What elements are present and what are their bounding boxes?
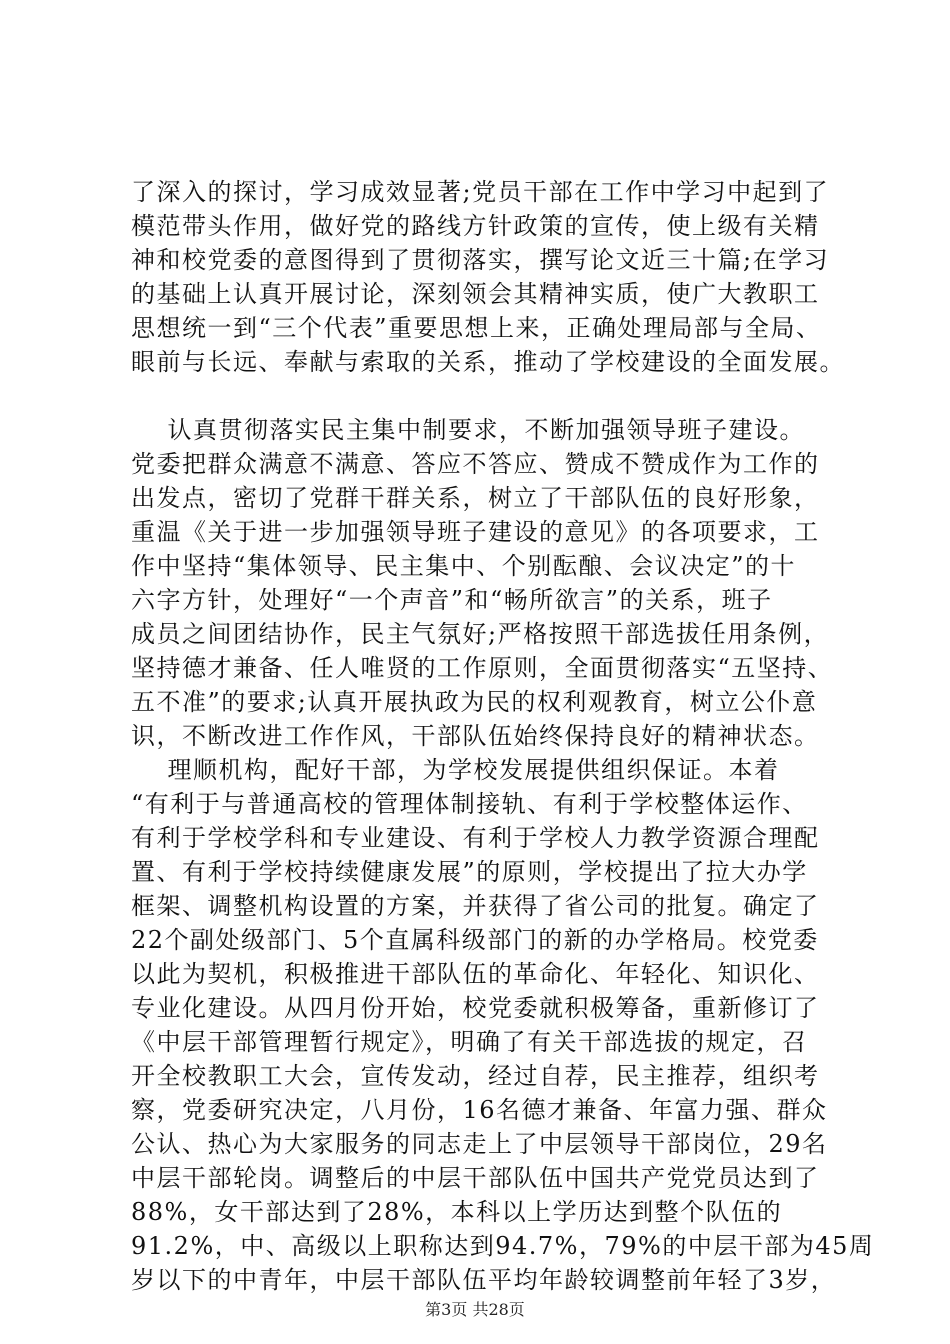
text-line: “有利于与普通高校的管理体制接轨、有利于学校整体运作、 (131, 790, 808, 818)
text-line: 中层干部轮岗。调整后的中层干部队伍中国共产党党员达到了 (131, 1164, 820, 1192)
text-line: 专业化建设。从四月份开始，校党委就积极筹备，重新修订了 (131, 994, 820, 1022)
text-line: 88%，女干部达到了28%，本科以上学历达到整个队伍的 (131, 1198, 783, 1226)
text-line: 有利于学校学科和专业建设、有利于学校人力教学资源合理配 (131, 824, 820, 852)
paragraph-first-line: 认真贯彻落实民主集中制要求，不断加强领导班子建设。 (131, 416, 806, 444)
page-footer: 第3页 共28页 (425, 1300, 525, 1319)
text-line: 成员之间团结协作，民主气氛好;严格按照干部选拔任用条例， (131, 620, 830, 648)
text-line: 91.2%，中、高级以上职称达到94.7%，79%的中层干部为45周 (131, 1232, 875, 1260)
text-line: 识，不断改进工作作风，干部队伍始终保持良好的精神状态。 (131, 722, 820, 750)
text-line: 开全校教职工大会，宣传发动，经过自荐，民主推荐，组织考 (131, 1062, 820, 1090)
text-line: 眼前与长远、奉献与索取的关系，推动了学校建设的全面发展。 (131, 348, 845, 376)
text-line: 模范带头作用，做好党的路线方针政策的宣传，使上级有关精 (131, 212, 820, 240)
text-line: 的基础上认真开展讨论，深刻领会其精神实质，使广大教职工 (131, 280, 820, 308)
text-line: 以此为契机，积极推进干部队伍的革命化、年轻化、知识化、 (131, 960, 820, 988)
text-line: 五不准”的要求;认真开展执政为民的权利观教育，树立公仆意 (131, 688, 818, 716)
text-line: 党委把群众满意不满意、答应不答应、赞成不赞成作为工作的 (131, 450, 820, 478)
text-line: 置、有利于学校持续健康发展”的原则，学校提出了拉大办学 (131, 858, 808, 886)
text-line: 重温《关于进一步加强领导班子建设的意见》的各项要求，工 (131, 518, 820, 546)
text-line: 思想统一到“三个代表”重要思想上来，正确处理局部与全局、 (131, 314, 822, 342)
text-line: 框架、调整机构设置的方案，并获得了省公司的批复。确定了 (131, 892, 820, 920)
text-line: 察，党委研究决定，八月份，16名德才兼备、年富力强、群众 (131, 1096, 828, 1124)
text-line: 岁以下的中青年，中层干部队伍平均年龄较调整前年轻了3岁， (131, 1266, 837, 1294)
text-line: 出发点，密切了党群干群关系，树立了干部队伍的良好形象， (131, 484, 820, 512)
text-line: 22个副处级部门、5个直属科级部门的新的办学格局。校党委 (131, 926, 819, 954)
paragraph-first-line: 理顺机构，配好干部，为学校发展提供组织保证。本着 (131, 756, 780, 784)
text-line: 神和校党委的意图得到了贯彻落实，撰写论文近三十篇;在学习 (131, 246, 830, 274)
text-line: 了深入的探讨，学习成效显著;党员干部在工作中学习中起到了 (131, 178, 830, 206)
text-line: 六字方针，处理好“一个声音”和“畅所欲言”的关系，班子 (131, 586, 773, 614)
text-line: 公认、热心为大家服务的同志走上了中层领导干部岗位，29名 (131, 1130, 828, 1158)
text-line: 作中坚持“集体领导、民主集中、个别酝酿、会议决定”的十 (131, 552, 797, 580)
text-line: 《中层干部管理暂行规定》，明确了有关干部选拔的规定，召 (131, 1028, 808, 1056)
text-line: 坚持德才兼备、任人唯贤的工作原则，全面贯彻落实“五坚持、 (131, 654, 834, 682)
